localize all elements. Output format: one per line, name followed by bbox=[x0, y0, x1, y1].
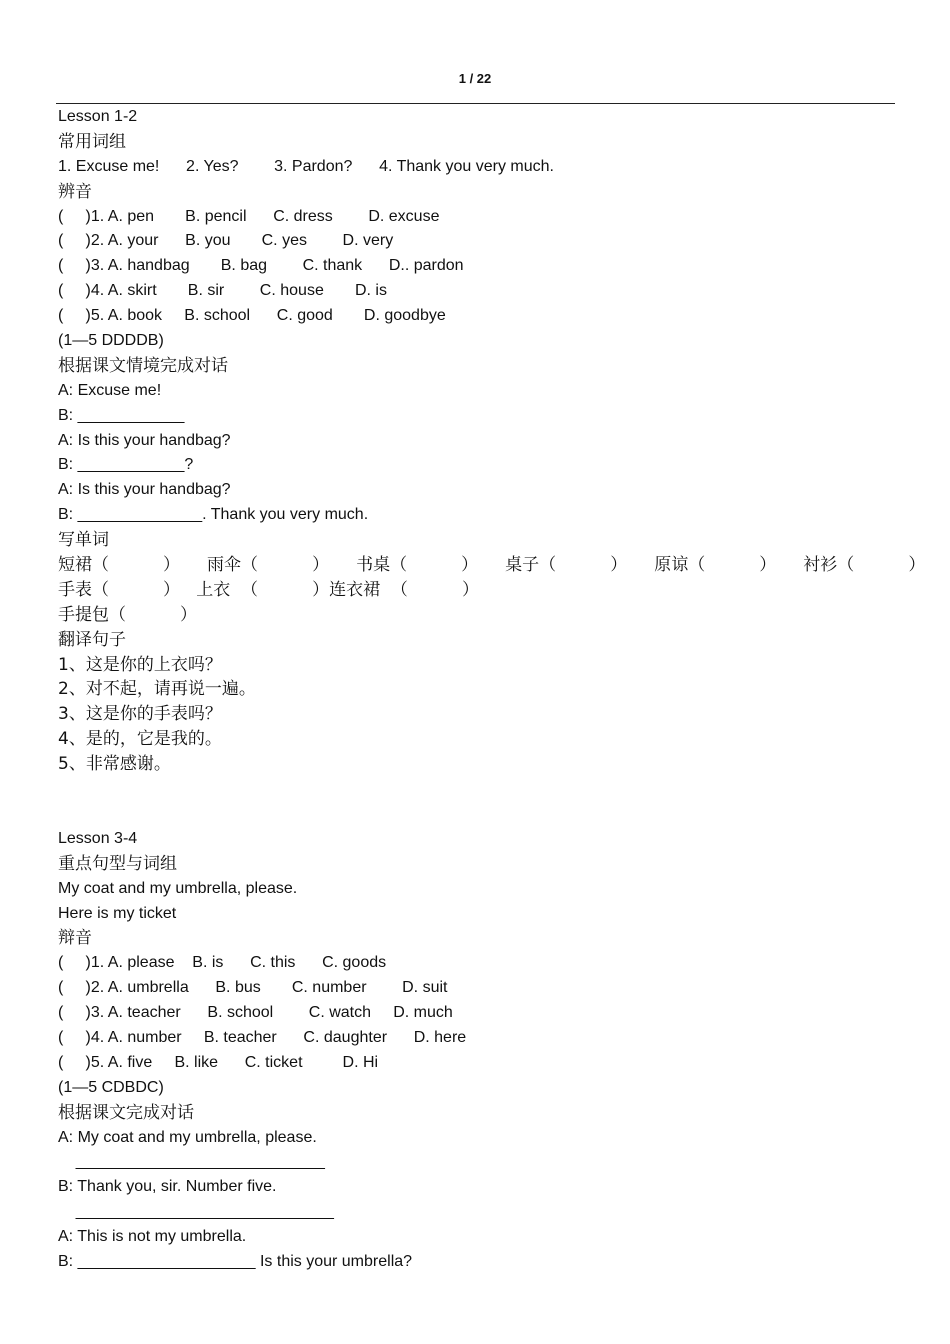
phonics-question: ( )1. A. pen B. pencil C. dress D. excuse bbox=[58, 207, 440, 225]
answer-key: (1—5 CDBDC) bbox=[58, 1078, 164, 1096]
dialogue-line: B: ______________. Thank you very much. bbox=[58, 506, 369, 524]
section-heading: 辩音 bbox=[58, 928, 92, 949]
answer-key: (1—5 DDDDB) bbox=[58, 332, 164, 350]
vocab-line: 手提包（ ） bbox=[58, 604, 198, 625]
dialogue-line: A: Is this your handbag? bbox=[58, 481, 231, 499]
dialogue-line: A: Excuse me! bbox=[58, 381, 162, 399]
dialogue-line: _____________________________ bbox=[58, 1203, 334, 1221]
phonics-question: ( )5. A. book B. school C. good D. goodbye bbox=[58, 307, 446, 325]
dialogue-line: B: Thank you, sir. Number five. bbox=[58, 1178, 277, 1196]
phrase-list: 1. Excuse me! 2. Yes? 3. Pardon? 4. Thank you very much. bbox=[58, 157, 554, 175]
phonics-question: ( )3. A. handbag B. bag C. thank D.. pardon bbox=[58, 257, 464, 275]
pattern-sentence: My coat and my umbrella, please. bbox=[58, 879, 298, 897]
section-heading: 写单词 bbox=[58, 530, 109, 551]
section-heading: 翻译句子 bbox=[58, 629, 126, 650]
vocab-line: 手表（ ） 上衣 （ ）连衣裙 （ ） bbox=[58, 579, 479, 600]
phonics-question: ( )4. A. skirt B. sir C. house D. is bbox=[58, 282, 387, 300]
dialogue-line: A: This is not my umbrella. bbox=[58, 1228, 247, 1246]
translation-item: 2、对不起，请再说一遍。 bbox=[58, 679, 256, 700]
translation-item: 1、这是你的上衣吗？ bbox=[58, 654, 222, 675]
header-rule bbox=[56, 103, 895, 104]
phonics-question: ( )2. A. your B. you C. yes D. very bbox=[58, 232, 394, 250]
dialogue-line: A: My coat and my umbrella, please. bbox=[58, 1128, 317, 1146]
document-body bbox=[58, 105, 938, 1275]
lesson-title: Lesson 1-2 bbox=[58, 108, 138, 125]
phonics-question: ( )4. A. number B. teacher C. daughter D. here bbox=[58, 1028, 467, 1046]
section-heading: 根据课文完成对话 bbox=[58, 1102, 194, 1123]
spacer bbox=[58, 777, 938, 802]
phonics-question: ( )2. A. umbrella B. bus C. number D. suit bbox=[58, 979, 448, 997]
section-heading: 常用词组 bbox=[58, 131, 126, 152]
translation-item: 3、这是你的手表吗？ bbox=[58, 704, 222, 725]
section-heading: 根据课文情境完成对话 bbox=[58, 355, 228, 376]
pattern-sentence: Here is my ticket bbox=[58, 904, 177, 922]
phonics-question: ( )1. A. please B. is C. this C. goods bbox=[58, 954, 387, 972]
section-heading: 辨音 bbox=[58, 181, 92, 202]
dialogue-line: B: ____________? bbox=[58, 456, 194, 474]
dialogue-line: A: Is this your handbag? bbox=[58, 431, 231, 449]
phonics-question: ( )5. A. five B. like C. ticket D. Hi bbox=[58, 1053, 379, 1071]
phonics-question: ( )3. A. teacher B. school C. watch D. much bbox=[58, 1004, 453, 1022]
spacer bbox=[58, 802, 938, 827]
page-number: 1 / 22 bbox=[458, 71, 492, 86]
dialogue-line: B: ____________________ Is this your umbrella? bbox=[58, 1252, 413, 1270]
dialogue-line: ____________________________ bbox=[58, 1153, 325, 1171]
translation-item: 4、是的，它是我的。 bbox=[58, 729, 222, 750]
section-heading: 重点句型与词组 bbox=[58, 853, 177, 874]
dialogue-line: B: ____________ bbox=[58, 406, 185, 424]
lesson-title: Lesson 3-4 bbox=[58, 829, 138, 847]
translation-item: 5、非常感谢。 bbox=[58, 754, 171, 775]
vocab-line: 短裙（ ） 雨伞（ ） 书桌（ ） 桌子（ ） 原谅（ ） 衬衫（ ） bbox=[58, 555, 926, 576]
